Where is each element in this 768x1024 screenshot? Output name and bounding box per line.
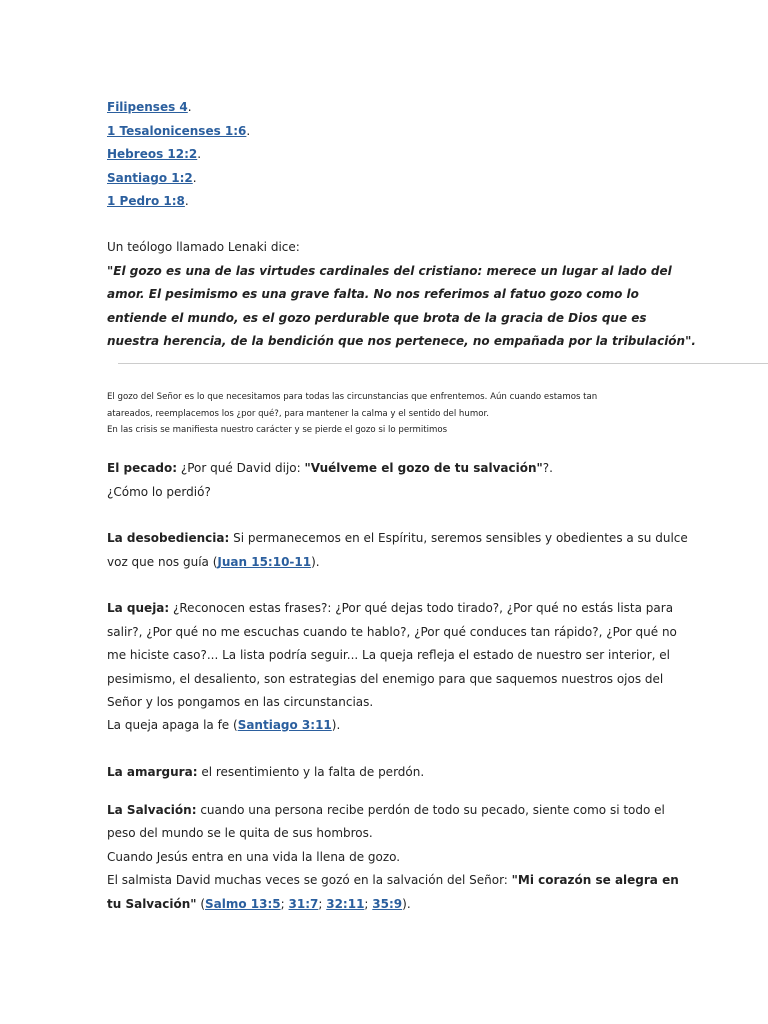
salvacion-label: La Salvación: [107,803,197,817]
horizontal-rule [118,363,768,364]
link-1-tesalonicenses[interactable]: 1 Tesalonicenses 1:6 [107,124,247,138]
link-santiago-3-11[interactable]: Santiago 3:11 [237,718,332,732]
amargura-label: La amargura: [107,765,198,779]
queja-label: La queja: [107,601,170,615]
link-santiago-1-2[interactable]: Santiago 1:2 [107,171,193,185]
pecado-line: El pecado: ¿Por qué David dijo: "Vuélveme el gozo de tu salvación"?. [107,461,553,475]
ref-line-tesalonicenses: 1 Tesalonicenses 1:6. [107,124,251,138]
link-salmo-32-11[interactable]: 32:11 [326,897,365,911]
small-paragraph-line: atareados, reemplacemos los ¿por qué?, para mantener la calma y el sentido del humor. [107,409,489,419]
pecado-question: ¿Cómo lo perdió? [107,485,211,499]
teologo-intro: Un teólogo llamado Lenaki dice: [107,240,300,254]
quote-line: nuestra herencia, de la bendición que nos pertenece, no empañada por la tribulación". [107,334,696,348]
desobediencia-label: La desobediencia: [107,531,230,545]
desobediencia-line: La desobediencia: Si permanecemos en el Espíritu, seremos sensibles y obedientes a su dulce [107,531,688,545]
small-paragraph-line: En las crisis se manifiesta nuestro carácter y se pierde el gozo si lo permitimos [107,425,448,435]
queja-fe-line: La queja apaga la fe (Santiago 3:11). [107,718,341,732]
queja-text-line: salir?, ¿Por qué no me escuchas cuando te hablo?, ¿Por qué conduces tan rápido?, ¿Por qué no [107,625,677,639]
link-hebreos[interactable]: Hebreos 12:2 [107,147,198,161]
link-1-pedro[interactable]: 1 Pedro 1:8 [107,194,185,208]
quote-line: entiende el mundo, es el gozo perdurable que brota de la gracia de Dios que es [107,311,647,325]
salvacion-refs-line: tu Salvación" (Salmo 13:5; 31:7; 32:11; 35:9). [107,897,411,911]
ref-line-pedro: 1 Pedro 1:8. [107,194,189,208]
link-juan-15[interactable]: Juan 15:10-11 [217,555,312,569]
quote-line: amor. El pesimismo es una grave falta. No nos referimos al fatuo gozo como lo [107,287,639,301]
pecado-label: El pecado: [107,461,178,475]
link-salmo-31-7[interactable]: 31:7 [288,897,319,911]
link-salmo-13-5[interactable]: Salmo 13:5 [205,897,281,911]
link-salmo-35-9[interactable]: 35:9 [372,897,403,911]
ref-line-santiago: Santiago 1:2. [107,171,197,185]
salvacion-quote-end: tu Salvación" [107,897,197,911]
salvacion-salmista-line: El salmista David muchas veces se gozó en la salvación del Señor: "Mi corazón se alegra en [107,873,679,887]
quote-line: "El gozo es una de las virtudes cardinales del cristiano: merece un lugar al lado del [107,264,672,278]
small-paragraph-line: El gozo del Señor es lo que necesitamos para todas las circunstancias que enfrentemos. Aún cuando estamos tan [107,392,598,402]
queja-text-line: me hiciste caso?... La lista podría seguir... La queja refleja el estado de nuestro ser interior, el [107,648,670,662]
ref-line-filipenses: Filipenses 4. [107,100,192,114]
salvacion-text-line: peso del mundo se le quita de sus hombros. [107,826,373,840]
salvacion-text-line: Cuando Jesús entra en una vida la llena de gozo. [107,850,401,864]
queja-text-line: pesimismo, el desaliento, son estrategias del enemigo para que saquemos nuestros ojos del [107,672,664,686]
salvacion-line: La Salvación: cuando una persona recibe perdón de todo su pecado, siente como si todo el [107,803,665,817]
link-filipenses-4[interactable]: Filipenses 4 [107,100,188,114]
queja-line: La queja: ¿Reconocen estas frases?: ¿Por qué dejas todo tirado?, ¿Por qué no estás lista para [107,601,674,615]
desobediencia-line-2: voz que nos guía (Juan 15:10-11). [107,555,320,569]
amargura-line: La amargura: el resentimiento y la falta de perdón. [107,765,425,779]
salvacion-quote: "Mi corazón se alegra en [511,873,679,887]
queja-text-line: Señor y los pongamos en las circunstancias. [107,695,374,709]
ref-line-hebreos: Hebreos 12:2. [107,147,202,161]
pecado-quote: "Vuélveme el gozo de tu salvación" [304,461,543,475]
